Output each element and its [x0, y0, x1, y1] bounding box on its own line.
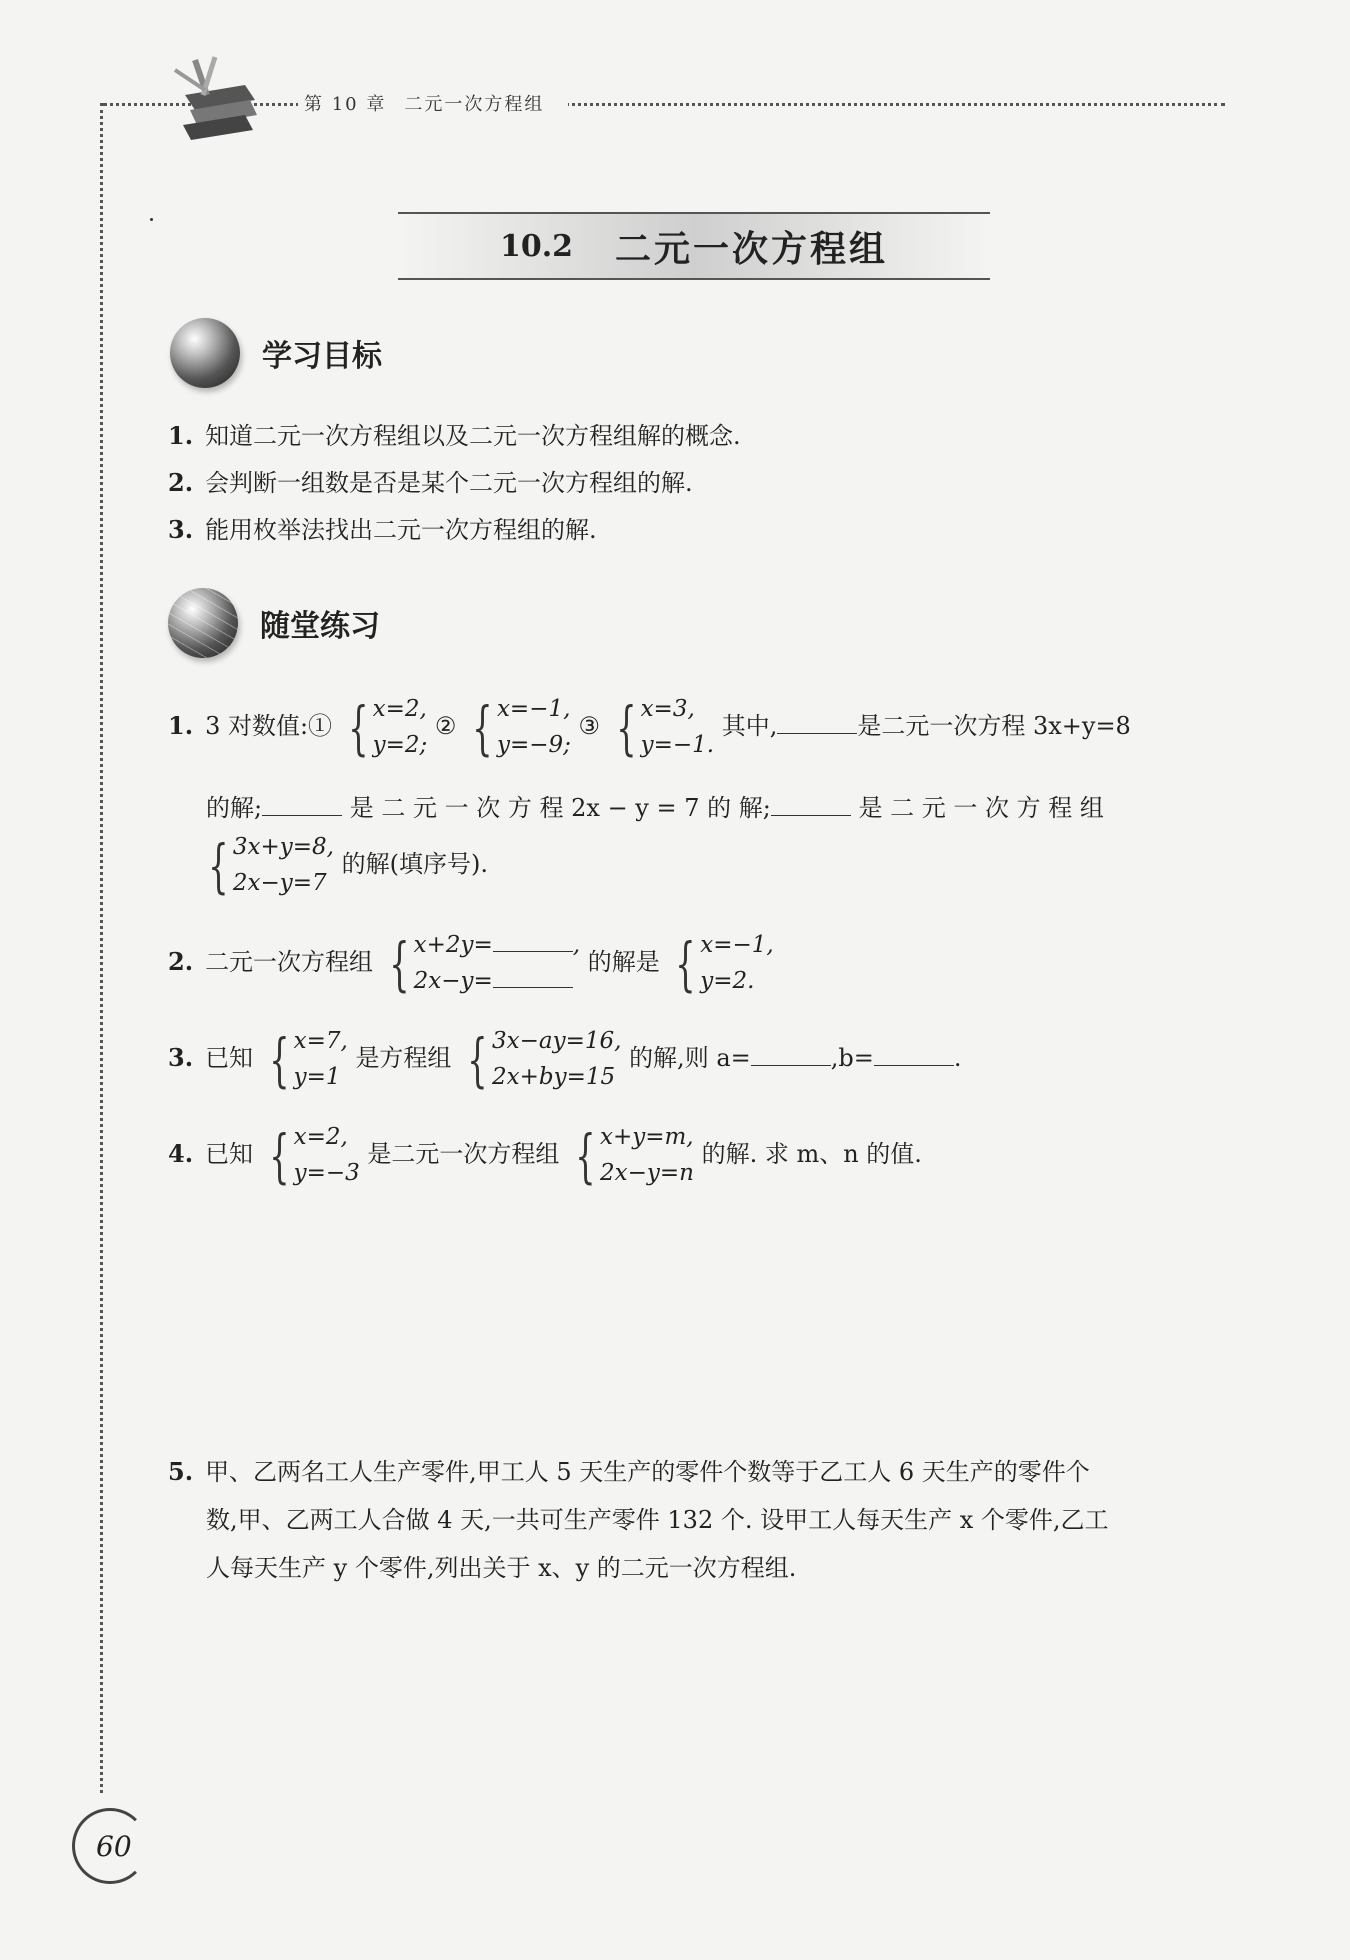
goal-number: 1. [168, 421, 194, 450]
question-number: 4. [168, 1139, 194, 1169]
pair-3: { x=3, y=−1. [615, 693, 715, 762]
answer-blank[interactable] [777, 711, 857, 734]
goal-item [168, 421, 741, 450]
chapter-title: 二元一次方程组 [404, 94, 545, 115]
page-frame-left [100, 103, 103, 1793]
question-1-line-3: { 3x+y=8, 2x−y=7 的解(填序号). [200, 830, 488, 901]
sphere-icon [170, 318, 240, 388]
page-number: 60 [96, 1830, 132, 1863]
globe-icon [168, 588, 238, 658]
chapter-number: 第 10 章 [304, 94, 387, 115]
goal-text: 会判断一组数是否是某个二元一次方程组的解. [205, 469, 693, 497]
goal-number: 2. [168, 468, 194, 497]
marker: ② [434, 712, 457, 741]
practice-heading [168, 588, 380, 658]
goal-text: 能用枚举法找出二元一次方程组的解. [205, 516, 597, 544]
section-number: 10.2 [499, 228, 574, 264]
stray-dot [150, 218, 153, 221]
answer-blank[interactable] [493, 965, 573, 988]
goal-item [168, 468, 693, 497]
question-number: 5. [168, 1457, 194, 1486]
books-icon [165, 55, 265, 145]
answer-blank[interactable] [771, 793, 851, 816]
question-1-line-2: 的解; 是 二 元 一 次 方 程 2x − y = 7 的 解; 是 二 元 一 次 方 程 组 [206, 794, 1104, 822]
system-q1: { 3x+y=8, 2x−y=7 [208, 831, 334, 900]
chapter-header [298, 90, 568, 116]
section-name: 二元一次方程组 [615, 228, 889, 270]
question-number: 3. [168, 1043, 194, 1073]
practice-heading-text: 随堂练习 [260, 609, 380, 644]
system-q3: { 3x−ay=16, 2x+by=15 [467, 1025, 622, 1094]
question-1-line-1: 1. 3 对数值:① { x=2, y=2; ② { x=−1, y=−9; ③ { x=3, y=−1. 其中, 是二元一次方程 3x+y=8 [168, 693, 1131, 762]
question-5-line-2: 数,甲、乙两工人合做 4 天,一共可生产零件 132 个. 设甲工人每天生产 x 个零件,乙工 [206, 1506, 1109, 1534]
pair-1: { x=2, y=2; [347, 693, 428, 762]
solution-q4: { x=2, y=−3 [269, 1121, 360, 1190]
answer-blank[interactable] [262, 793, 342, 816]
question-5-line-1: 5. 甲、乙两名工人生产零件,甲工人 5 天生产的零件个数等于乙工人 6 天生产的零件个 [168, 1457, 1090, 1486]
system-q4: { x+y=m, 2x−y=n [575, 1121, 694, 1190]
goal-item [168, 515, 597, 544]
question-4: 4. 已知 { x=2, y=−3 是二元一次方程组 { x+y=m, 2x−y=n 的解. 求 m、n 的值. [168, 1121, 922, 1190]
page-frame-top [103, 103, 1225, 106]
q1-intro: 3 对数值: [205, 712, 309, 741]
solution-q3: { x=7, y=1 [269, 1025, 348, 1094]
goals-heading-text: 学习目标 [262, 339, 382, 374]
pair-2: { x=−1, y=−9; [472, 693, 571, 762]
answer-blank[interactable] [874, 1043, 954, 1066]
goal-text: 知道二元一次方程组以及二元一次方程组解的概念. [205, 422, 741, 450]
question-number: 2. [168, 947, 194, 977]
system-q2: { x+2y= , 2x−y= [389, 929, 581, 998]
answer-blank[interactable] [751, 1043, 831, 1066]
answer-blank[interactable] [493, 929, 573, 952]
solution-q2: { x=−1, y=2. [675, 929, 774, 998]
goal-number: 3. [168, 515, 194, 544]
marker: ① [308, 712, 333, 741]
question-5-line-3: 人每天生产 y 个零件,列出关于 x、y 的二元一次方程组. [206, 1554, 797, 1582]
question-2: 2. 二元一次方程组 { x+2y= , 2x−y= 的解是 { x=−1, y=2. [168, 929, 774, 998]
question-3: 3. 已知 { x=7, y=1 是方程组 { 3x−ay=16, 2x+by=15 的解,则 a= ,b= . [168, 1025, 962, 1094]
question-number: 1. [168, 711, 194, 741]
section-title [398, 212, 990, 280]
marker: ③ [578, 712, 601, 741]
goals-heading [170, 318, 382, 388]
